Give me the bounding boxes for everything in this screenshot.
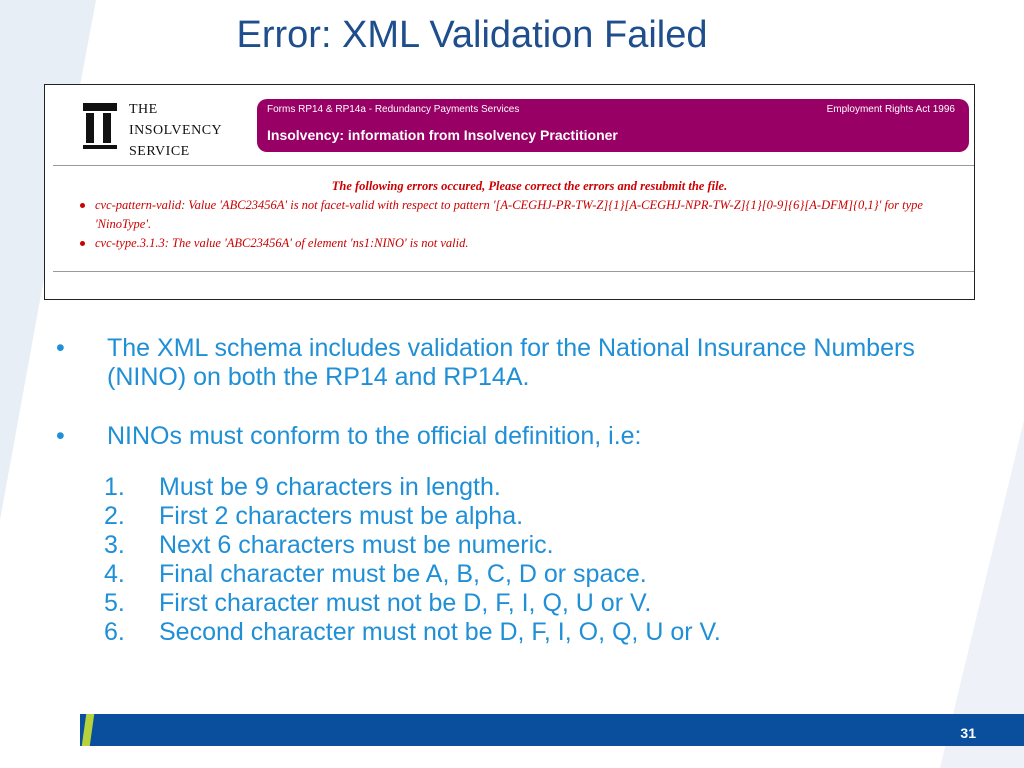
bullet-item: • NINOs must conform to the official definition, i.e: — [56, 422, 642, 450]
insolvency-service-logo — [81, 99, 231, 161]
bullet-icon — [80, 203, 85, 208]
logo-line-2: INSOLVENCY — [129, 123, 223, 138]
rule-item: 5. First character must not be D, F, I, Q, U or V. — [104, 589, 652, 617]
divider-bottom — [53, 271, 974, 272]
act-label: Employment Rights Act 1996 — [826, 104, 955, 115]
error-panel — [45, 179, 974, 253]
banner-heading: Insolvency: information from Insolvency Practitioner — [267, 127, 618, 143]
bullet-icon — [80, 241, 85, 246]
bullet-icon: • — [56, 422, 65, 450]
bullet-item: • The XML schema includes validation for the National Insurance Numbers (NINO) on both the RP14 and RP14A. — [56, 334, 915, 391]
rule-item: 2. First 2 characters must be alpha. — [104, 502, 524, 530]
logo-mark-icon — [83, 103, 117, 147]
footer-bar — [80, 714, 1024, 746]
page-number: 31 — [960, 725, 976, 741]
bullet-icon: • — [56, 334, 65, 362]
forms-label: Forms RP14 & RP14a - Redundancy Payments Services — [267, 104, 520, 115]
error-heading: The following errors occured, Please correct the errors and resubmit the file. — [331, 179, 728, 193]
slide-body — [56, 334, 986, 647]
rule-item: 6. Second character must not be D, F, I, O, Q, U or V. — [104, 618, 721, 646]
divider-top — [53, 165, 974, 166]
logo-line-1: THE — [129, 102, 158, 117]
error-item: cvc-type.3.1.3: The value 'ABC23456A' of element 'ns1:NINO' is not valid. — [95, 234, 974, 253]
rule-item: 1. Must be 9 characters in length. — [104, 473, 501, 501]
slide-title: Error: XML Validation Failed — [236, 14, 708, 56]
rule-item: 3. Next 6 characters must be numeric. — [104, 531, 554, 559]
rules-list — [56, 473, 986, 647]
embedded-screenshot — [44, 84, 975, 300]
header-banner — [257, 99, 969, 152]
error-item: cvc-pattern-valid: Value 'ABC23456A' is not facet-valid with respect to pattern '[A-CEGHJ-PR-TW-Z]{1}[A-CEGHJ-NPR-TW-Z]{1}[0-9]{6}[A-DFM]{0,1}' for type 'NinoType'. — [95, 196, 974, 234]
rule-item: 4. Final character must be A, B, C, D or space. — [104, 560, 647, 588]
logo-line-3: SERVICE — [129, 144, 190, 159]
